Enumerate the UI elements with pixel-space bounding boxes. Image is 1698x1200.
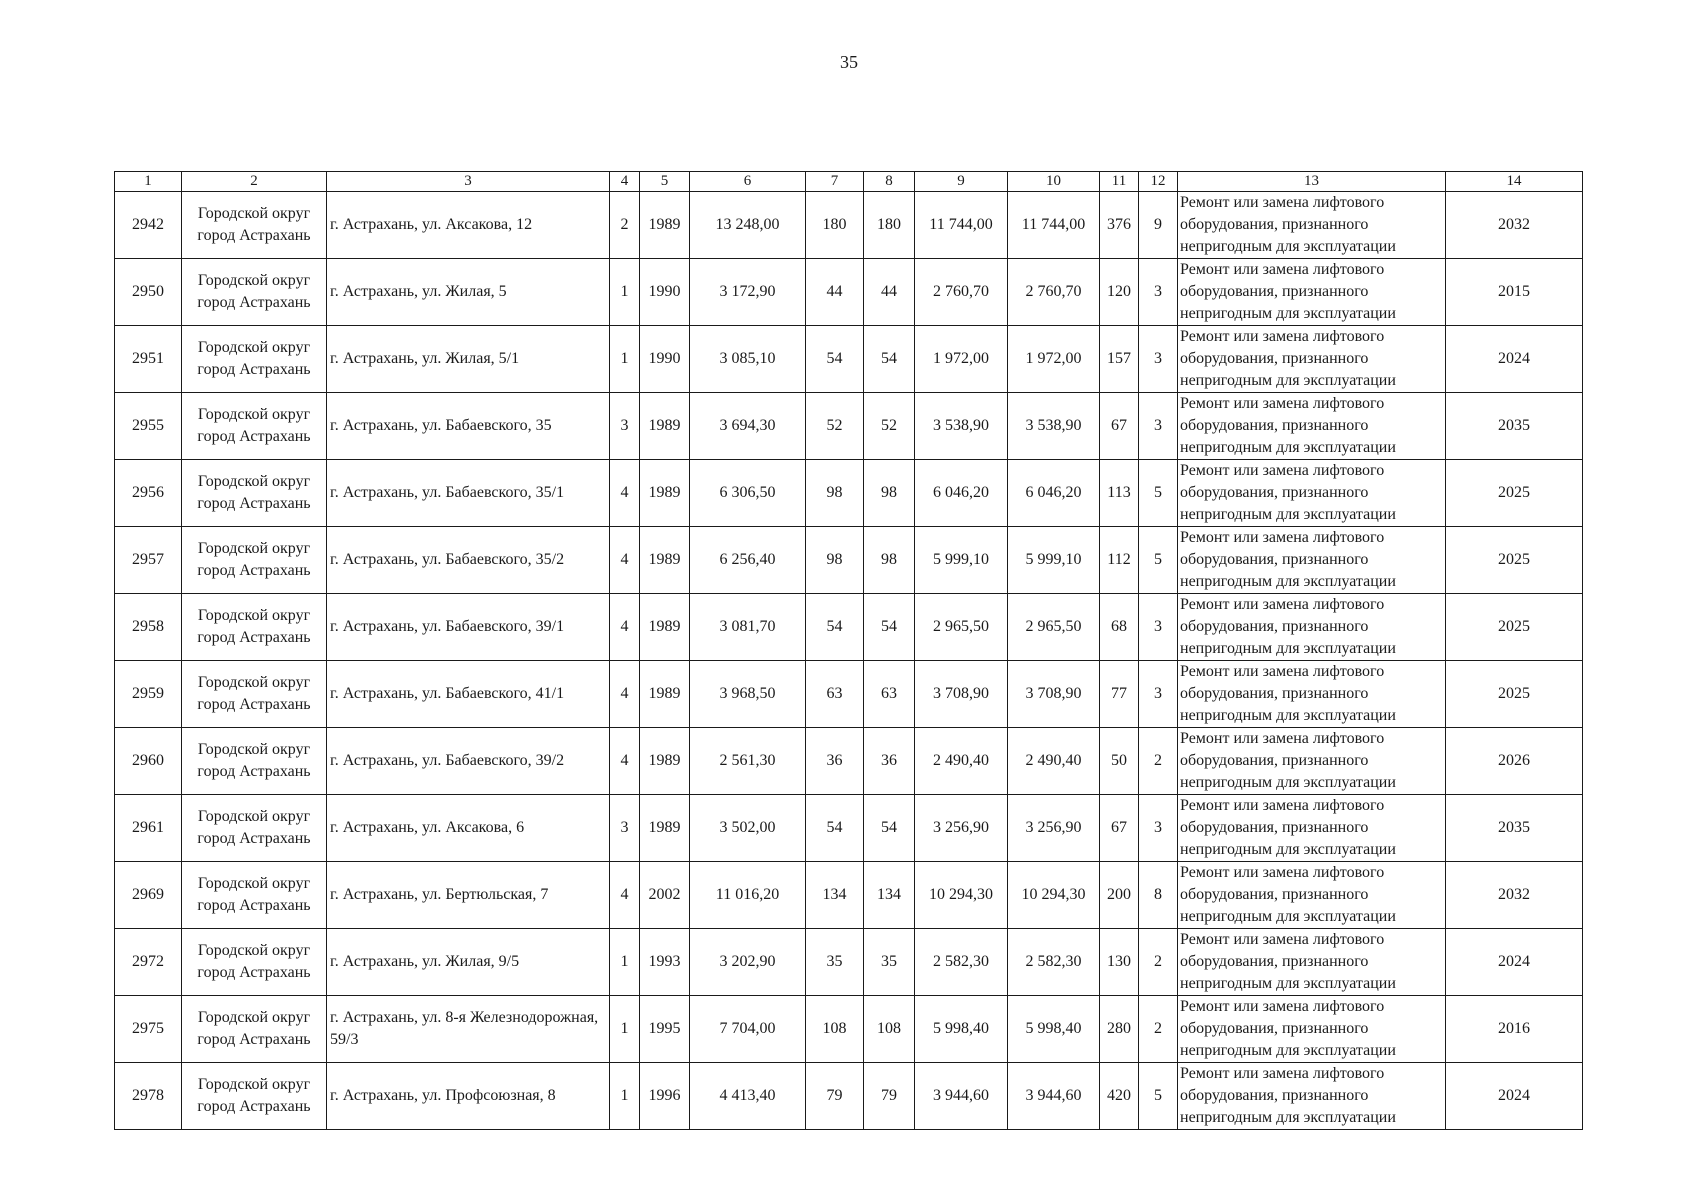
column-10-cell: 3 708,90 [1008, 661, 1100, 728]
column-number-header: 3 [327, 172, 610, 192]
column-number-header: 6 [690, 172, 806, 192]
column-10-cell: 1 972,00 [1008, 326, 1100, 393]
row-id-cell: 2975 [115, 996, 182, 1063]
row-id-cell: 2960 [115, 728, 182, 795]
column-4-cell: 4 [610, 862, 640, 929]
row-id-cell: 2978 [115, 1063, 182, 1130]
column-7-cell: 79 [806, 1063, 864, 1130]
column-7-cell: 44 [806, 259, 864, 326]
planned-year-cell: 2026 [1446, 728, 1583, 795]
column-10-cell: 2 490,40 [1008, 728, 1100, 795]
municipality-cell: Городской округ город Астрахань [182, 661, 327, 728]
work-type-cell: Ремонт или замена лифтового оборудования, признанного непригодным для эксплуатации [1178, 460, 1446, 527]
column-11-cell: 157 [1100, 326, 1139, 393]
column-11-cell: 77 [1100, 661, 1139, 728]
row-id-cell: 2959 [115, 661, 182, 728]
column-12-cell: 3 [1139, 594, 1178, 661]
column-4-cell: 1 [610, 929, 640, 996]
column-number-header: 8 [864, 172, 915, 192]
column-number-row [115, 172, 1583, 192]
row-id-cell: 2969 [115, 862, 182, 929]
column-number-header: 5 [640, 172, 690, 192]
year-built-cell: 1989 [640, 795, 690, 862]
column-7-cell: 36 [806, 728, 864, 795]
municipality-cell: Городской округ город Астрахань [182, 326, 327, 393]
column-9-cell: 10 294,30 [915, 862, 1008, 929]
housing-repair-table [114, 171, 1583, 1130]
column-4-cell: 1 [610, 996, 640, 1063]
planned-year-cell: 2025 [1446, 527, 1583, 594]
column-10-cell: 5 998,40 [1008, 996, 1100, 1063]
column-12-cell: 5 [1139, 1063, 1178, 1130]
total-area-cell: 3 085,10 [690, 326, 806, 393]
column-10-cell: 2 582,30 [1008, 929, 1100, 996]
row-id-cell: 2951 [115, 326, 182, 393]
year-built-cell: 1990 [640, 259, 690, 326]
column-8-cell: 44 [864, 259, 915, 326]
municipality-cell: Городской округ город Астрахань [182, 393, 327, 460]
year-built-cell: 1989 [640, 594, 690, 661]
column-7-cell: 134 [806, 862, 864, 929]
column-number-header: 9 [915, 172, 1008, 192]
municipality-cell: Городской округ город Астрахань [182, 929, 327, 996]
planned-year-cell: 2024 [1446, 326, 1583, 393]
column-7-cell: 35 [806, 929, 864, 996]
work-type-cell: Ремонт или замена лифтового оборудования, признанного непригодным для эксплуатации [1178, 326, 1446, 393]
column-7-cell: 52 [806, 393, 864, 460]
work-type-cell: Ремонт или замена лифтового оборудования, признанного непригодным для эксплуатации [1178, 795, 1446, 862]
column-7-cell: 54 [806, 326, 864, 393]
column-8-cell: 63 [864, 661, 915, 728]
column-11-cell: 113 [1100, 460, 1139, 527]
column-11-cell: 112 [1100, 527, 1139, 594]
column-number-header: 1 [115, 172, 182, 192]
column-number-header: 4 [610, 172, 640, 192]
planned-year-cell: 2035 [1446, 393, 1583, 460]
work-type-cell: Ремонт или замена лифтового оборудования, признанного непригодным для эксплуатации [1178, 728, 1446, 795]
total-area-cell: 3 172,90 [690, 259, 806, 326]
column-10-cell: 10 294,30 [1008, 862, 1100, 929]
total-area-cell: 3 968,50 [690, 661, 806, 728]
table-row [115, 661, 1583, 728]
planned-year-cell: 2015 [1446, 259, 1583, 326]
address-cell: г. Астрахань, ул. Жилая, 5/1 [327, 326, 610, 393]
column-4-cell: 4 [610, 527, 640, 594]
column-11-cell: 130 [1100, 929, 1139, 996]
column-12-cell: 2 [1139, 728, 1178, 795]
address-cell: г. Астрахань, ул. Бабаевского, 39/1 [327, 594, 610, 661]
column-10-cell: 6 046,20 [1008, 460, 1100, 527]
work-type-cell: Ремонт или замена лифтового оборудования, признанного непригодным для эксплуатации [1178, 1063, 1446, 1130]
municipality-cell: Городской округ город Астрахань [182, 259, 327, 326]
page-number: 35 [840, 52, 858, 72]
municipality-cell: Городской округ город Астрахань [182, 862, 327, 929]
year-built-cell: 1989 [640, 460, 690, 527]
column-4-cell: 4 [610, 460, 640, 527]
work-type-cell: Ремонт или замена лифтового оборудования, признанного непригодным для эксплуатации [1178, 862, 1446, 929]
table-row [115, 527, 1583, 594]
column-8-cell: 98 [864, 460, 915, 527]
municipality-cell: Городской округ город Астрахань [182, 795, 327, 862]
column-9-cell: 3 944,60 [915, 1063, 1008, 1130]
column-7-cell: 98 [806, 527, 864, 594]
table-row [115, 929, 1583, 996]
year-built-cell: 2002 [640, 862, 690, 929]
address-cell: г. Астрахань, ул. Бабаевского, 35/1 [327, 460, 610, 527]
column-11-cell: 68 [1100, 594, 1139, 661]
column-9-cell: 5 998,40 [915, 996, 1008, 1063]
planned-year-cell: 2016 [1446, 996, 1583, 1063]
column-8-cell: 36 [864, 728, 915, 795]
table-row [115, 460, 1583, 527]
year-built-cell: 1990 [640, 326, 690, 393]
work-type-cell: Ремонт или замена лифтового оборудования, признанного непригодным для эксплуатации [1178, 661, 1446, 728]
year-built-cell: 1995 [640, 996, 690, 1063]
year-built-cell: 1989 [640, 393, 690, 460]
table-row [115, 326, 1583, 393]
total-area-cell: 6 306,50 [690, 460, 806, 527]
address-cell: г. Астрахань, ул. Профсоюзная, 8 [327, 1063, 610, 1130]
column-8-cell: 54 [864, 594, 915, 661]
column-11-cell: 67 [1100, 393, 1139, 460]
municipality-cell: Городской округ город Астрахань [182, 460, 327, 527]
column-7-cell: 108 [806, 996, 864, 1063]
column-4-cell: 2 [610, 192, 640, 259]
column-9-cell: 3 538,90 [915, 393, 1008, 460]
address-cell: г. Астрахань, ул. Аксакова, 12 [327, 192, 610, 259]
row-id-cell: 2957 [115, 527, 182, 594]
total-area-cell: 13 248,00 [690, 192, 806, 259]
column-number-header: 2 [182, 172, 327, 192]
row-id-cell: 2956 [115, 460, 182, 527]
column-12-cell: 5 [1139, 527, 1178, 594]
planned-year-cell: 2025 [1446, 594, 1583, 661]
work-type-cell: Ремонт или замена лифтового оборудования, признанного непригодным для эксплуатации [1178, 929, 1446, 996]
address-cell: г. Астрахань, ул. Бабаевского, 35 [327, 393, 610, 460]
column-8-cell: 79 [864, 1063, 915, 1130]
column-9-cell: 11 744,00 [915, 192, 1008, 259]
column-10-cell: 11 744,00 [1008, 192, 1100, 259]
column-9-cell: 2 490,40 [915, 728, 1008, 795]
planned-year-cell: 2024 [1446, 929, 1583, 996]
table-row [115, 996, 1583, 1063]
table-row [115, 259, 1583, 326]
planned-year-cell: 2035 [1446, 795, 1583, 862]
column-8-cell: 35 [864, 929, 915, 996]
column-12-cell: 3 [1139, 393, 1178, 460]
municipality-cell: Городской округ город Астрахань [182, 594, 327, 661]
column-9-cell: 3 708,90 [915, 661, 1008, 728]
column-10-cell: 2 965,50 [1008, 594, 1100, 661]
row-id-cell: 2961 [115, 795, 182, 862]
column-9-cell: 3 256,90 [915, 795, 1008, 862]
column-11-cell: 420 [1100, 1063, 1139, 1130]
total-area-cell: 3 081,70 [690, 594, 806, 661]
column-9-cell: 5 999,10 [915, 527, 1008, 594]
planned-year-cell: 2025 [1446, 460, 1583, 527]
column-11-cell: 120 [1100, 259, 1139, 326]
total-area-cell: 3 502,00 [690, 795, 806, 862]
column-9-cell: 2 760,70 [915, 259, 1008, 326]
total-area-cell: 4 413,40 [690, 1063, 806, 1130]
column-number-header: 10 [1008, 172, 1100, 192]
column-4-cell: 4 [610, 728, 640, 795]
work-type-cell: Ремонт или замена лифтового оборудования, признанного непригодным для эксплуатации [1178, 527, 1446, 594]
total-area-cell: 2 561,30 [690, 728, 806, 795]
row-id-cell: 2955 [115, 393, 182, 460]
table-row [115, 192, 1583, 259]
year-built-cell: 1989 [640, 527, 690, 594]
work-type-cell: Ремонт или замена лифтового оборудования, признанного непригодным для эксплуатации [1178, 996, 1446, 1063]
column-8-cell: 52 [864, 393, 915, 460]
column-9-cell: 2 965,50 [915, 594, 1008, 661]
column-number-header: 12 [1139, 172, 1178, 192]
column-7-cell: 54 [806, 594, 864, 661]
planned-year-cell: 2032 [1446, 192, 1583, 259]
column-7-cell: 54 [806, 795, 864, 862]
row-id-cell: 2950 [115, 259, 182, 326]
column-10-cell: 5 999,10 [1008, 527, 1100, 594]
column-4-cell: 3 [610, 393, 640, 460]
year-built-cell: 1996 [640, 1063, 690, 1130]
column-12-cell: 3 [1139, 661, 1178, 728]
table-row [115, 1063, 1583, 1130]
column-12-cell: 8 [1139, 862, 1178, 929]
municipality-cell: Городской округ город Астрахань [182, 527, 327, 594]
column-8-cell: 54 [864, 795, 915, 862]
year-built-cell: 1993 [640, 929, 690, 996]
row-id-cell: 2958 [115, 594, 182, 661]
column-8-cell: 98 [864, 527, 915, 594]
column-7-cell: 180 [806, 192, 864, 259]
municipality-cell: Городской округ город Астрахань [182, 728, 327, 795]
column-8-cell: 108 [864, 996, 915, 1063]
column-8-cell: 54 [864, 326, 915, 393]
column-8-cell: 134 [864, 862, 915, 929]
year-built-cell: 1989 [640, 728, 690, 795]
column-12-cell: 3 [1139, 326, 1178, 393]
column-12-cell: 3 [1139, 795, 1178, 862]
table-row [115, 862, 1583, 929]
row-id-cell: 2942 [115, 192, 182, 259]
table-body [115, 192, 1583, 1130]
column-7-cell: 63 [806, 661, 864, 728]
column-12-cell: 5 [1139, 460, 1178, 527]
column-number-header: 7 [806, 172, 864, 192]
work-type-cell: Ремонт или замена лифтового оборудования, признанного непригодным для эксплуатации [1178, 259, 1446, 326]
column-9-cell: 6 046,20 [915, 460, 1008, 527]
column-12-cell: 9 [1139, 192, 1178, 259]
column-10-cell: 3 944,60 [1008, 1063, 1100, 1130]
total-area-cell: 3 694,30 [690, 393, 806, 460]
column-number-header: 13 [1178, 172, 1446, 192]
table-row [115, 393, 1583, 460]
total-area-cell: 3 202,90 [690, 929, 806, 996]
column-number-header: 11 [1100, 172, 1139, 192]
table-row [115, 728, 1583, 795]
column-12-cell: 3 [1139, 259, 1178, 326]
column-11-cell: 376 [1100, 192, 1139, 259]
table-row [115, 795, 1583, 862]
address-cell: г. Астрахань, ул. Бабаевского, 35/2 [327, 527, 610, 594]
planned-year-cell: 2032 [1446, 862, 1583, 929]
address-cell: г. Астрахань, ул. Аксакова, 6 [327, 795, 610, 862]
address-cell: г. Астрахань, ул. Бабаевского, 39/2 [327, 728, 610, 795]
column-12-cell: 2 [1139, 996, 1178, 1063]
row-id-cell: 2972 [115, 929, 182, 996]
column-4-cell: 1 [610, 326, 640, 393]
address-cell: г. Астрахань, ул. Жилая, 5 [327, 259, 610, 326]
column-10-cell: 3 538,90 [1008, 393, 1100, 460]
column-4-cell: 1 [610, 1063, 640, 1130]
total-area-cell: 7 704,00 [690, 996, 806, 1063]
municipality-cell: Городской округ город Астрахань [182, 996, 327, 1063]
column-4-cell: 3 [610, 795, 640, 862]
address-cell: г. Астрахань, ул. 8-я Железнодорожная, 59/3 [327, 996, 610, 1063]
column-9-cell: 2 582,30 [915, 929, 1008, 996]
year-built-cell: 1989 [640, 192, 690, 259]
municipality-cell: Городской округ город Астрахань [182, 192, 327, 259]
total-area-cell: 6 256,40 [690, 527, 806, 594]
column-12-cell: 2 [1139, 929, 1178, 996]
column-9-cell: 1 972,00 [915, 326, 1008, 393]
column-11-cell: 67 [1100, 795, 1139, 862]
column-7-cell: 98 [806, 460, 864, 527]
column-10-cell: 2 760,70 [1008, 259, 1100, 326]
column-number-header: 14 [1446, 172, 1583, 192]
total-area-cell: 11 016,20 [690, 862, 806, 929]
column-10-cell: 3 256,90 [1008, 795, 1100, 862]
planned-year-cell: 2025 [1446, 661, 1583, 728]
column-11-cell: 280 [1100, 996, 1139, 1063]
work-type-cell: Ремонт или замена лифтового оборудования, признанного непригодным для эксплуатации [1178, 393, 1446, 460]
address-cell: г. Астрахань, ул. Бабаевского, 41/1 [327, 661, 610, 728]
address-cell: г. Астрахань, ул. Жилая, 9/5 [327, 929, 610, 996]
column-4-cell: 4 [610, 661, 640, 728]
column-11-cell: 50 [1100, 728, 1139, 795]
work-type-cell: Ремонт или замена лифтового оборудования, признанного непригодным для эксплуатации [1178, 192, 1446, 259]
column-8-cell: 180 [864, 192, 915, 259]
table-row [115, 594, 1583, 661]
municipality-cell: Городской округ город Астрахань [182, 1063, 327, 1130]
planned-year-cell: 2024 [1446, 1063, 1583, 1130]
column-4-cell: 1 [610, 259, 640, 326]
column-11-cell: 200 [1100, 862, 1139, 929]
year-built-cell: 1989 [640, 661, 690, 728]
work-type-cell: Ремонт или замена лифтового оборудования, признанного непригодным для эксплуатации [1178, 594, 1446, 661]
column-4-cell: 4 [610, 594, 640, 661]
address-cell: г. Астрахань, ул. Бертюльская, 7 [327, 862, 610, 929]
